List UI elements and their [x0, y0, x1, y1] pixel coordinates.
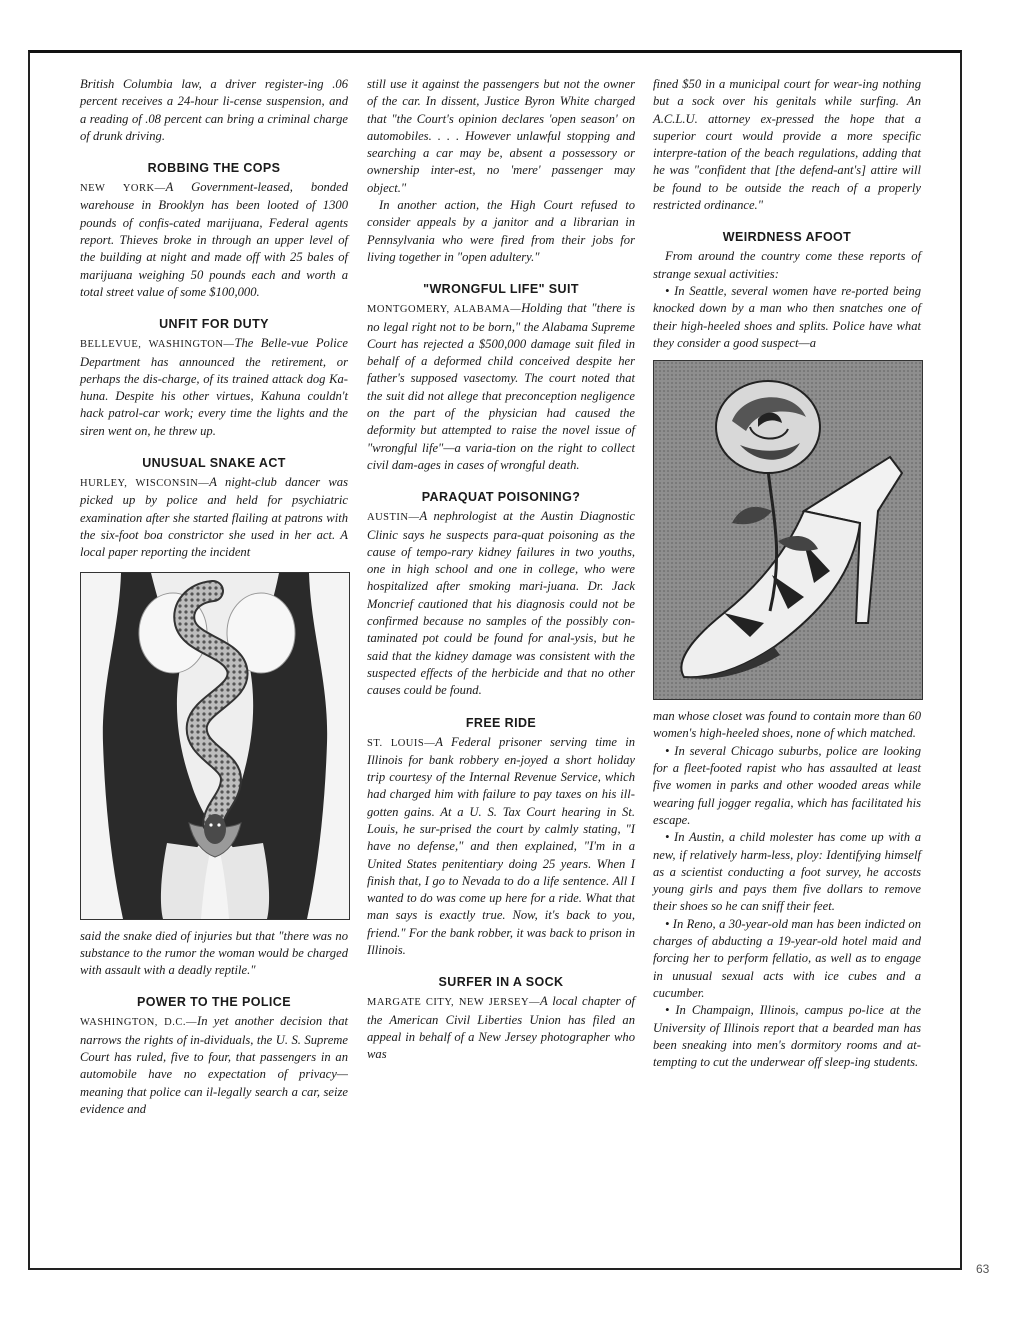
- dateline: BELLEVUE, WASHINGTON—: [80, 339, 235, 351]
- article-text: Holding that "there is no legal right not to be born," the Alabama Supreme Court has rejected a $500,000 damage suit filed in behalf of a deformed child conceived despite her father's supposed vasectomy. The court noted that the suit did not allege that preconception negligence on the part of the physician had caused the deformity but attempted to raise the novel issue of "wrongful life"—a varia-tion on the right to collect civil dam-ages in cases of wrongful death.: [367, 301, 635, 472]
- dateline: MONTGOMERY, ALABAMA—: [367, 304, 522, 316]
- headline-unusual-snake-act: UNUSUAL SNAKE ACT: [142, 456, 286, 471]
- headline-power-to-the-police: POWER TO THE POLICE: [137, 995, 291, 1010]
- article-text: A night-club dancer was picked up by police and held for psychiatric examination after she started flailing at patrons with the six-foot boa constrictor she used in her act. A local paper reporting the incident: [80, 475, 348, 560]
- rose-high-heel-illustration: [653, 360, 923, 700]
- column-3: [653, 76, 921, 1071]
- headline-unfit-for-duty: UNFIT FOR DUTY: [159, 317, 269, 332]
- article-text: A nephrologist at the Austin Diagnostic Clinic says he suspects para-quat poisoning as the cause of tempo-rary kidney failures in two youths, one in high school and one in college, who were hospitalized after smoking mari-juana. Dr. Jack Moncrief cautioned that his diagnosis could not be confirmed because no samples of the possibly con-taminated pot could be found for anal-ysis, but he said that the kidney damage was consistent with the suspected effects of the herbicide and that no other causes could be found.: [367, 509, 635, 698]
- snake-dancer-illustration: [80, 572, 350, 920]
- dateline: HURLEY, WISCONSIN—: [80, 478, 210, 490]
- weirdness-item-seattle: • In Seattle, several women have re-ported being knocked down by a man who then snatches one of their high-heeled shoes and splits. Police have what they consider a good suspect—a: [653, 283, 921, 350]
- dateline: WASHINGTON, D.C.—: [80, 1017, 198, 1029]
- dateline: MARGATE CITY, NEW JERSEY—: [367, 997, 541, 1009]
- article-text: A local chapter of the American Civil Liberties Union has filed an appeal in behalf of a New Jersey photographer who was: [367, 994, 635, 1062]
- article-free-ride: [367, 734, 635, 960]
- article-unusual-snake-act: [80, 474, 348, 561]
- article-robbing-the-cops: [80, 179, 348, 301]
- article-text: A Federal prisoner serving time in Illinois for bank robbery en-joyed a short holiday trip courtesy of the Internal Revenue Service, which had charged him with failure to pay taxes on his ill-gotten gains. At a U. S. Tax Court hearing in St. Louis, he sur-prised the court by calmly stating, "I have no defense," and then explained, "I'm in a United States penitentiary doing 25 years. When I finish that, I go to Nevada to do a life sentence. All I wanted to do was come up here for a ride. What that man says is exactly true. Now, it's back to you, friend." For the bank robber, it was back to prison in Illinois.: [367, 734, 635, 958]
- article-continuation-paragraph: In another action, the High Court refused to consider appeals by a janitor and a librarian in Pennsylvania who were fired from their jobs for living together in "open adultery.": [367, 198, 635, 264]
- article-text: A Government-leased, bonded warehouse in Brooklyn has been looted of 1300 pounds of confis-cated marijuana, Federal agents report. Thieves broke in through an upper level of the building at night and made off with 25 bales of marijuana weighing 50 pounds each and worth a total street value of some $100,000.: [80, 180, 348, 299]
- article-surfer-in-a-sock: [367, 993, 635, 1063]
- weirdness-item-chicago: • In several Chicago suburbs, police are looking for a fleet-footed rapist who has assaulted at least five women in parks and other wooded areas while wearing full jogger regalia, which has facilitated his escape.: [653, 743, 921, 827]
- article-paraquat-poisoning: [367, 508, 635, 699]
- dateline: ST. LOUIS—: [367, 737, 436, 749]
- headline-weirdness-afoot: WEIRDNESS AFOOT: [722, 230, 852, 245]
- column-2: [367, 76, 635, 1064]
- article-text: The Belle-vue Police Department has announced the retirement, or perhaps the dis-charge, of its trained attack dog Ka-huna. Despite his other virtues, Kahuna couldn't hack patrol-car work; every time the lights and the siren went on, he threw up.: [80, 336, 348, 438]
- article-snake-continuation: said the snake died of injuries but that "there was no substance to the rumor the woman would be charged with assault with a deadly reptile.": [80, 928, 348, 978]
- dateline: AUSTIN—: [367, 512, 420, 524]
- weirdness-item-austin: • In Austin, a child molester has come up with a new, if relatively harm-less, ploy: Identifying himself as a scientist conducting a foot survey, he accosts young girls and pays them five dollars to remove their shoes so he can sniff their feet.: [653, 830, 921, 914]
- article-unfit-for-duty: [80, 335, 348, 440]
- article-weirdness-intro: From around the country come these reports of strange sexual activities:: [653, 249, 921, 281]
- page-number: 63: [976, 1262, 990, 1276]
- article-wrongful-life-suit: [367, 300, 635, 474]
- article-continuation: fined $50 in a municipal court for wear-ing nothing but a sock over his genitals while surfing. An A.C.L.U. attorney ex-pressed the hope that a superior court would provide a more specific interpre-tation of the beach regulations, adding that he was "confident that [the defend-ant's] attire will be found to be outside the reach of a properly restricted ordinance.": [653, 77, 921, 213]
- article-continuation: still use it against the passengers but not the owner of the car. In dissent, Justice Byron White charged that "the Court's opinion declares 'open season' on automobiles. . . . However unlawful stopping and searching a car may be, absent a possessory or ownership inter-est, no 'mere' passenger may object.": [367, 77, 635, 195]
- headline-paraquat-poisoning: PARAQUAT POISONING?: [421, 490, 581, 505]
- dateline: NEW YORK—: [80, 183, 166, 195]
- weirdness-item-seattle-continuation: man whose closet was found to contain more than 60 women's high-heeled shoes, none of which matched.: [653, 709, 921, 741]
- column-1: [80, 76, 348, 1118]
- headline-surfer-in-a-sock: SURFER IN A SOCK: [438, 975, 564, 990]
- headline-free-ride: FREE RIDE: [465, 715, 537, 730]
- article-continuation: British Columbia law, a driver register-ing .06 percent receives a 24-hour li-cense suspension, and a reading of .08 percent can bring a criminal charge of drunk driving.: [80, 77, 348, 143]
- weirdness-item-reno: • In Reno, a 30-year-old man has been indicted on charges of abducting a 19-year-old hotel maid and forcing her to perform fellatio, as well as to engage in unusual sexual acts with ice cubes and a cucumber.: [653, 916, 921, 1000]
- weirdness-item-champaign: • In Champaign, Illinois, campus po-lice at the University of Illinois report that a bearded man has been sneaking into men's dormitory rooms and at-tempting to cut the underwear off sleep-ing students.: [653, 1003, 921, 1070]
- headline-wrongful-life-suit: "WRONGFUL LIFE" SUIT: [423, 282, 579, 297]
- headline-robbing-the-cops: ROBBING THE COPS: [147, 161, 281, 176]
- article-power-to-the-police: [80, 1013, 348, 1118]
- article-text: In yet another decision that narrows the rights of in-dividuals, the U. S. Supreme Court has ruled, five to four, that passengers in an automobile have no expectation of privacy—meaning that police can il-legally search a car, seize evidence and: [80, 1014, 348, 1116]
